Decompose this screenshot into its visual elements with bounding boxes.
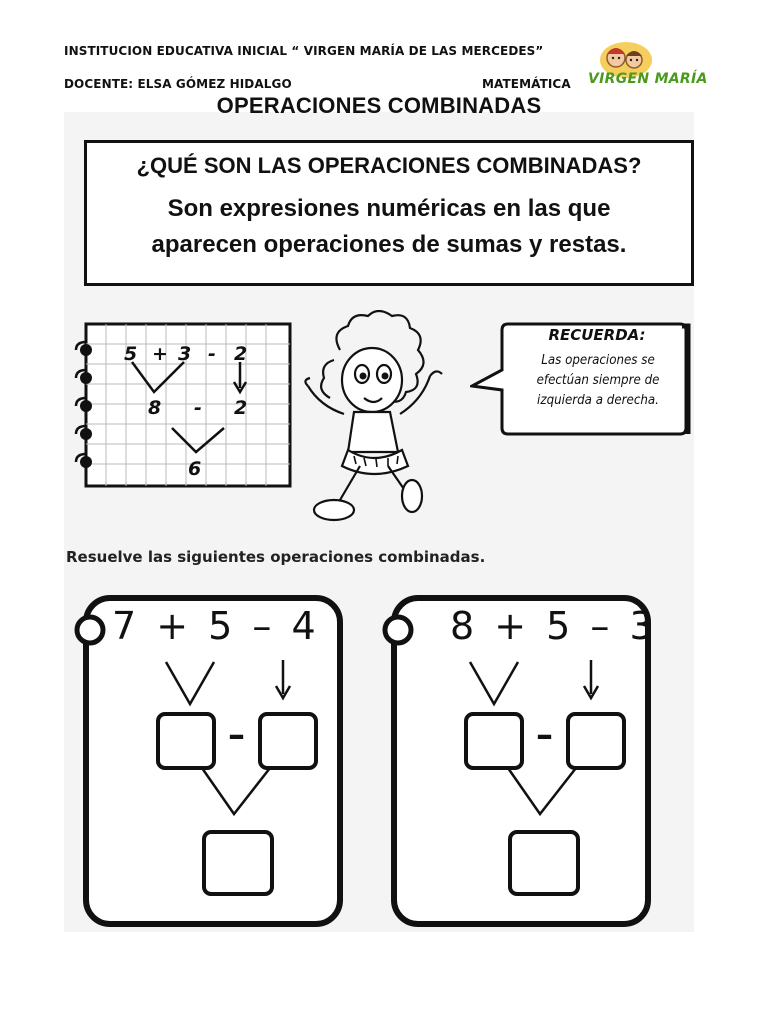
institution-name: INSTITUCION EDUCATIVA INICIAL “ VIRGEN MARÍA DE LAS MERCEDES”: [64, 44, 544, 58]
exercise-2-expression: 8 + 5 – 3: [450, 604, 658, 648]
reminder-line3: izquierda a derecha.: [537, 392, 659, 408]
exercise-1-operator: –: [228, 715, 245, 755]
exercise-1-answer-box-left[interactable]: [156, 712, 216, 770]
definition-answer: [87, 191, 691, 263]
exercise-2-answer-box-left[interactable]: [464, 712, 524, 770]
reminder-title: RECUERDA:: [548, 326, 646, 344]
exercise-2-answer-box-result[interactable]: [508, 830, 580, 896]
example-num-5: 5: [124, 343, 138, 365]
logo-text: VIRGEN MARÍA: [588, 71, 708, 87]
definition-answer-line2: aparecen operaciones de sumas y restas.: [151, 231, 627, 258]
example-mid-num-2: 2: [234, 397, 248, 419]
example-mid-num-8: 8: [148, 397, 162, 419]
exercise-1-expression: 7 + 5 – 4: [112, 604, 320, 648]
reminder-line1: Las operaciones se: [541, 352, 655, 368]
exercise-2-answer-box-right[interactable]: [566, 712, 626, 770]
definition-box: [84, 140, 694, 286]
instruction-text: Resuelve las siguientes operaciones combinadas.: [66, 548, 486, 566]
reminder-line2: efectúan siempre de: [536, 372, 660, 388]
school-logo-icon: [584, 38, 704, 98]
definition-question: ¿QUÉ SON LAS OPERACIONES COMBINADAS?: [136, 153, 642, 178]
reminder-text: [519, 350, 677, 410]
exercise-1-answer-box-right[interactable]: [258, 712, 318, 770]
girl-cartoon-illustration: [300, 310, 460, 530]
exercise-1-answer-box-result[interactable]: [202, 830, 274, 896]
example-op-plus: +: [152, 343, 168, 365]
page-title: OPERACIONES COMBINADAS: [216, 93, 542, 118]
example-op-minus: -: [208, 343, 216, 365]
subject-name: MATEMÁTICA: [482, 77, 571, 91]
example-mid-op-minus: -: [194, 397, 202, 419]
exercise-2-operator: –: [536, 715, 553, 755]
example-num-2: 2: [234, 343, 248, 365]
example-result: 6: [188, 458, 202, 480]
teacher-name: DOCENTE: ELSA GÓMEZ HIDALGO: [64, 77, 292, 91]
example-num-3: 3: [178, 343, 192, 365]
definition-answer-line1: Son expresiones numéricas en las que: [167, 195, 611, 222]
